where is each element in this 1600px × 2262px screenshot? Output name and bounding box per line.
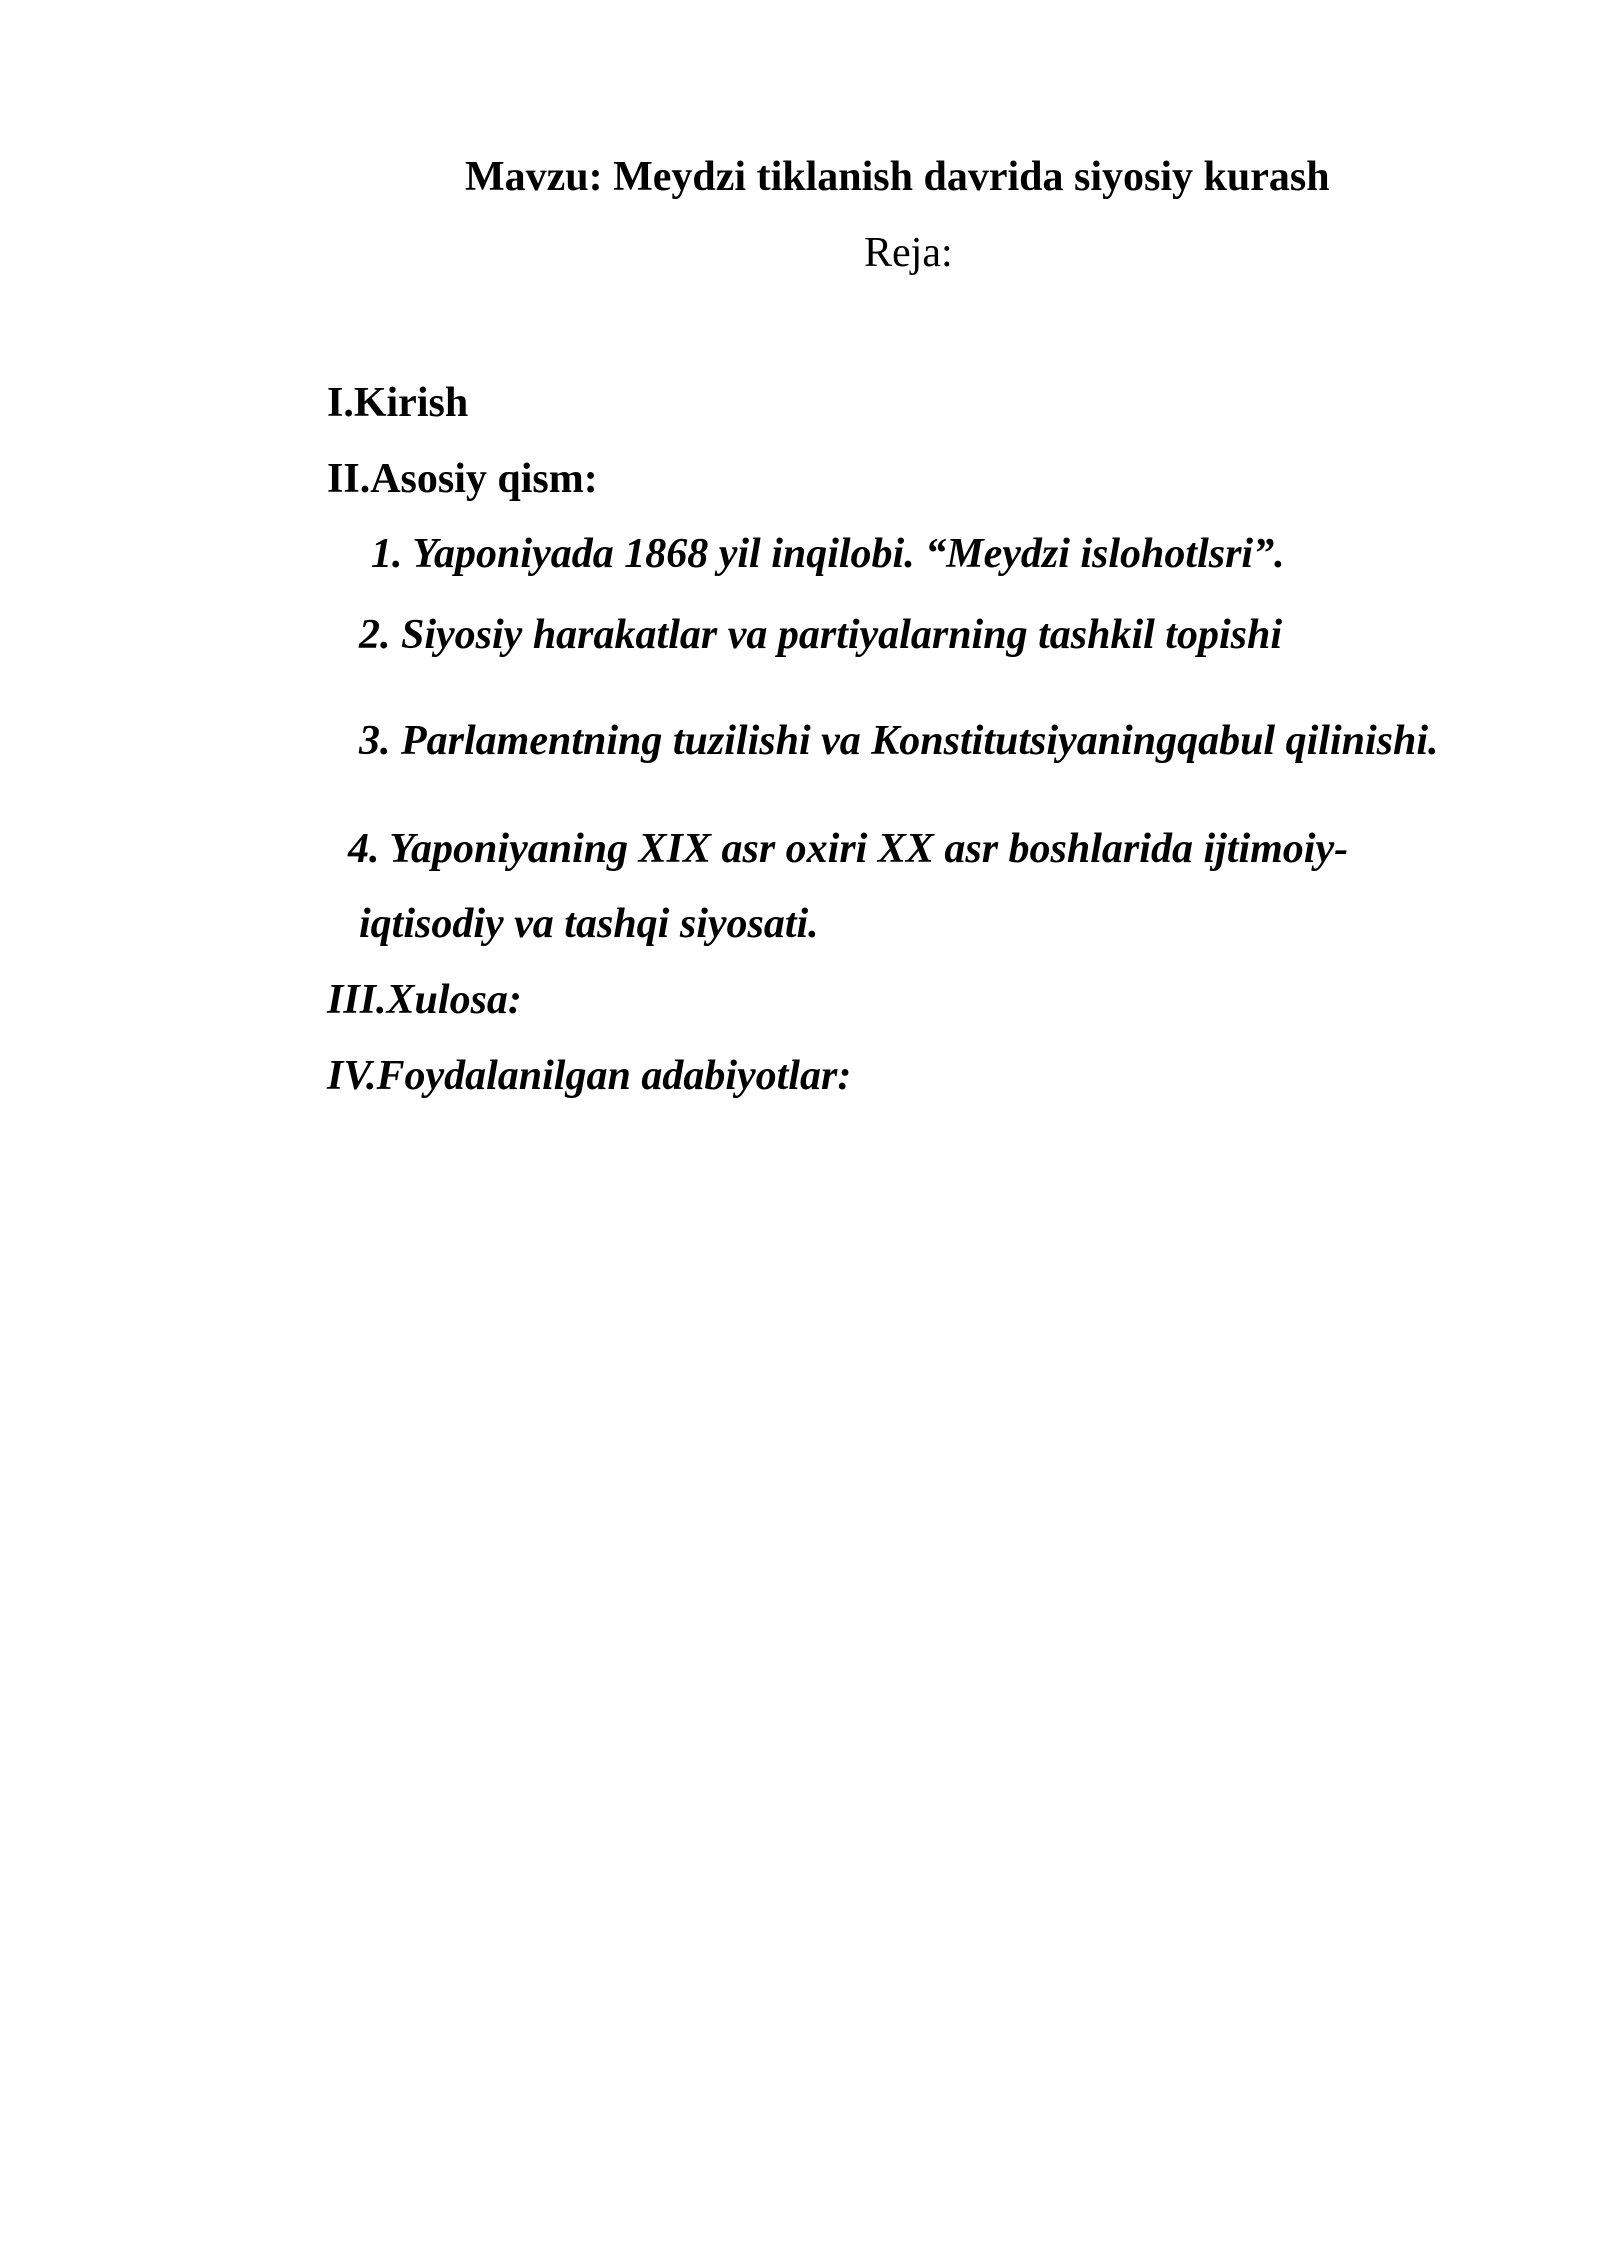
outline-item-4-line-2: iqtisodiy va tashqi siyosati. [359,901,819,947]
outline-item-2: 2. Siyosiy harakatlar va partiyalarning tashkil topishi [359,612,1282,658]
outline-item-3: 3. Parlamentning tuzilishi va Konstitutsiyaningqabul qilinishi. [359,718,1439,764]
outline-section-conclusion: III.Xulosa: [327,977,522,1023]
outline-section-references: IV.Foydalanilgan adabiyotlar: [327,1053,852,1099]
outline-section-main: II.Asosiy qism: [327,456,598,502]
plan-heading: Reja: [864,230,953,276]
document-title: Mavzu: Meydzi tiklanish davrida siyosiy kurash [465,154,1330,200]
outline-item-1: 1. Yaponiyada 1868 yil inqilobi. “Meydzi islohotlsri”. [371,531,1285,577]
outline-section-intro: I.Kirish [327,380,469,426]
outline-item-4-line-1: 4. Yaponiyaning XIX asr oxiri XX asr boshlarida ijtimoiy- [348,826,1349,872]
